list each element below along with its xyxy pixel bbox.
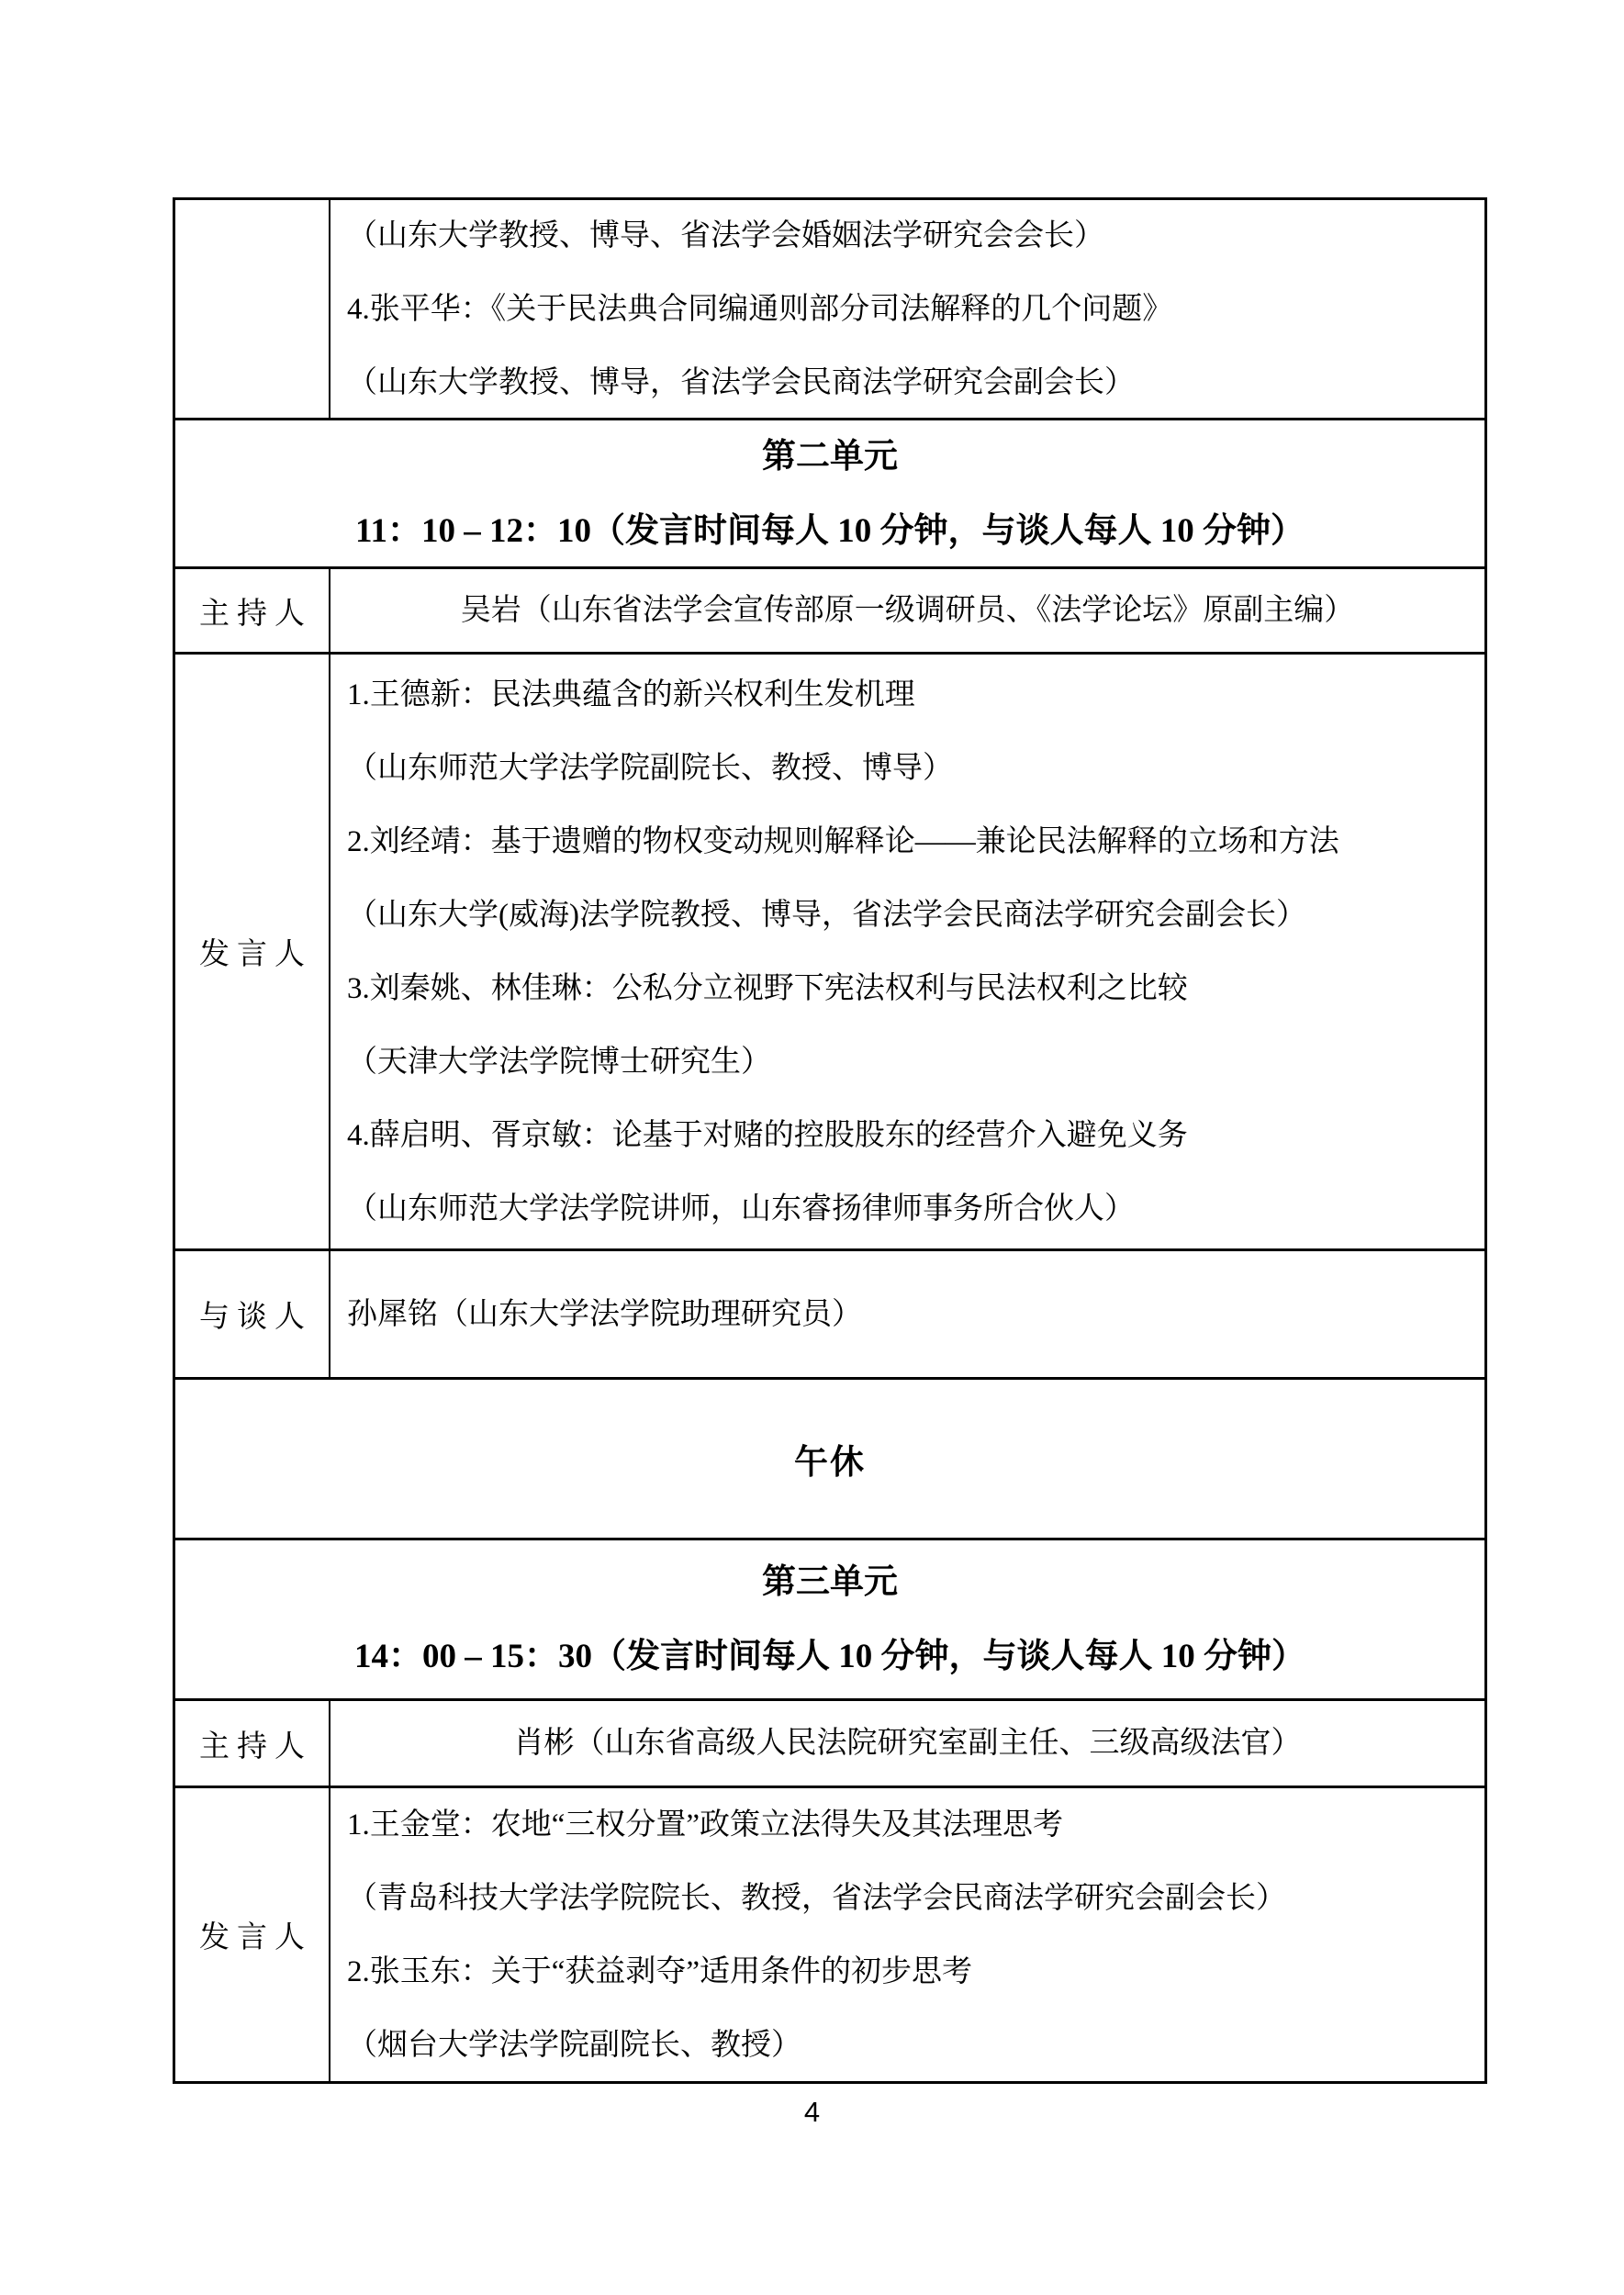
session2-speakers-content: [330, 655, 1484, 1248]
agenda-line: （山东大学教授、博导、省法学会婚姻法学研究会会长）: [347, 218, 1104, 252]
agenda-line: 4.张平华：《关于民法典合同编通则部分司法解释的几个问题》: [347, 292, 1173, 326]
page-number: 4: [803, 2096, 821, 2128]
session3-speakers-row: [175, 1786, 1484, 2081]
session3-title: 第三单元: [762, 1563, 898, 1601]
continuation-row: [175, 200, 1484, 418]
agenda-line: 3.刘秦姚、林佳琳：公私分立视野下宪法权利与民法权利之比较: [347, 971, 1188, 1005]
continuation-content: [330, 200, 1484, 418]
session2-header-row: [175, 418, 1484, 566]
agenda-line: （山东大学(威海)法学院教授、博导，省法学会民商法学研究会副会长）: [347, 898, 1306, 932]
agenda-line: 肖彬（山东省高级人民法院研究室副主任、三级高级法官）: [513, 1727, 1302, 1760]
lunch-break-text: 午休: [794, 1444, 866, 1482]
agenda-line: 1.王德新：民法典蕴含的新兴权利生发机理: [347, 677, 915, 711]
agenda-line: （山东师范大学法学院副院长、教授、博导）: [347, 751, 953, 785]
session2-header: [175, 420, 1484, 566]
moderator-label: 主持人: [175, 1701, 330, 1786]
discussant-label: 与谈人: [175, 1251, 330, 1377]
moderator-label: 主持人: [175, 569, 330, 652]
agenda-line: 1.王金堂：农地“三权分置”政策立法得失及其法理思考: [347, 1808, 1064, 1842]
lunch-break-row: [175, 1377, 1484, 1538]
agenda-line: 孙犀铭（山东大学法学院助理研究员）: [347, 1297, 862, 1331]
session2-discussant-row: [175, 1248, 1484, 1377]
agenda-line: 2.刘经靖：基于遗赠的物权变动规则解释论——兼论民法解释的立场和方法: [347, 824, 1339, 858]
agenda-line: （青岛科技大学法学院院长、教授，省法学会民商法学研究会副会长）: [347, 1881, 1286, 1915]
session3-header: [175, 1540, 1484, 1698]
session2-discussant-content: [330, 1251, 1484, 1377]
session2-time: 11：10 – 12：10（发言时间每人 10 分钟，与谈人每人 10 分钟）: [355, 511, 1305, 550]
session2-moderator-content: [330, 569, 1484, 652]
session2-moderator-row: [175, 566, 1484, 652]
speakers-label: 发言人: [175, 655, 330, 1248]
continuation-label-cell: [175, 200, 330, 418]
agenda-table: [173, 197, 1487, 2084]
session3-header-row: [175, 1538, 1484, 1698]
agenda-line: 2.张玉东：关于“获益剥夺”适用条件的初步思考: [347, 1954, 973, 1988]
speakers-label: 发言人: [175, 1788, 330, 2081]
agenda-line: 4.薛启明、胥京敏：论基于对赌的控股股东的经营介入避免义务: [347, 1118, 1188, 1152]
session3-moderator-content: [330, 1701, 1484, 1786]
agenda-line: （烟台大学法学院副院长、教授）: [347, 2028, 801, 2062]
session3-speakers-content: [330, 1788, 1484, 2081]
session3-time: 14：00 – 15：30（发言时间每人 10 分钟，与谈人每人 10 分钟）: [354, 1638, 1305, 1675]
agenda-line: （天津大学法学院博士研究生）: [347, 1045, 771, 1079]
agenda-line: 吴岩（山东省法学会宣传部原一级调研员、《法学论坛》原副主编）: [460, 594, 1355, 627]
session2-speakers-row: [175, 652, 1484, 1248]
agenda-line: （山东大学教授、博导，省法学会民商法学研究会副会长）: [347, 365, 1135, 399]
session3-moderator-row: [175, 1698, 1484, 1786]
session2-title: 第二单元: [762, 437, 898, 476]
agenda-line: （山东师范大学法学院讲师，山东睿扬律师事务所合伙人）: [347, 1192, 1135, 1226]
